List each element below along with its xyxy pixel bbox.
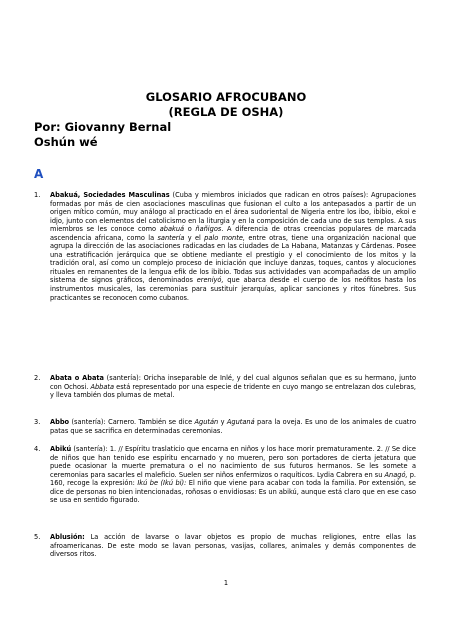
- entry-term: Ablusión:: [50, 533, 85, 541]
- entry-body: o: [184, 225, 196, 234]
- entry-italic: Agután: [194, 418, 219, 426]
- document-subtitle: (REGLA DE OSHA): [168, 105, 284, 119]
- entry-text: [50, 418, 416, 435]
- document-title: GLOSARIO AFROCUBANO: [145, 90, 307, 104]
- entry-number: 1.: [34, 191, 41, 199]
- entry-body: (Cuba y miembros iniciados que radican en otros países): Agrupaciones formadas por más de cien asociaciones masculinas que fusionan el culto a los antepasados a partir de un origen mítico común, muy análogo al practicado en el área sudoriental de Nigeria entre los ibo, ibibio, ekoi e idjo, junto con elementos del catolicismo en la liturgia y en la composición de cada uno de sus templos. A sus miembros se les conoce como: [50, 191, 417, 234]
- entry-body: El niño que viene para acabar con toda la familia. Por extensión, se dice de personas no bien intencionadas, roñosas o envidiosas: Es un abikú, aunque está claro que en ese caso se usa en sentido figurado.: [50, 479, 416, 505]
- entry-italic: Anagó,: [384, 470, 408, 479]
- section-letter-heading: A: [34, 167, 44, 181]
- entry-body: y el: [184, 233, 205, 242]
- entry-number: 3.: [34, 418, 41, 426]
- entry-body: que abarca desde el cuerpo de los neófitos hasta los instrumentos musicales, las ceremonias para sustituir jerarquías, aplicar sanciones y ritos fúnebres. Sus practicantes se reconocen como cubanos.: [50, 276, 416, 302]
- author-name: Por: Giovanny Bernal: [34, 120, 172, 134]
- entry-number: 4.: [34, 445, 41, 453]
- entry-italic: abakuá: [159, 225, 185, 234]
- glossary-entry: [34, 418, 416, 435]
- entry-text: [50, 191, 416, 302]
- entry-text: [50, 445, 416, 505]
- entry-italic: santería: [157, 233, 185, 242]
- page-number: 1: [223, 579, 229, 587]
- entry-body: entre otras, tiene una organización nacional que agrupa la dirección de las asociaciones radicadas en las ciudades de La Habana, Matanzas y Cárdenas. Posee una estratificación jerárquica que se obtiene mediante el prestigio y el conocimiento de los mitos y la tradición oral, así como un complejo proceso de iniciación que incluye danzas, toques, cantos y alocuciones rituales en remanentes de la lengua efik de los ibibio. Todas sus actividades van acompañadas de un amplio sistema de signos gráficos, denominados: [50, 233, 417, 285]
- entry-body: . A diferencia de otras creencias populares de marcada ascendencia africana, como la: [50, 225, 416, 242]
- entry-text: [50, 533, 416, 559]
- entry-italic: Agutaná: [226, 418, 255, 426]
- entry-text: [50, 374, 416, 400]
- entry-body: (santería): 1. // Espíritu traslaticio que encarna en niños y los hace morir prematuramente. 2. // Se dice de niños que han tenido ese espíritu encarnado y no mueren, pero son portadores de cierta jetatura que puede ocasionar la muerte prematura o el no nacimiento de sus futuros hermanos. Se les somete a ceremonias para sacarles el maleficio. Suelen ser niños enfermizos o raquíticos. Lydia Cabrera en su: [50, 445, 416, 479]
- entry-body: p. 160, recoge la expresión:: [50, 470, 416, 488]
- entry-term: Abata o Abata: [50, 374, 105, 382]
- glossary-entry: [34, 374, 416, 400]
- entry-number: 5.: [34, 533, 41, 541]
- entry-body: (santería): Oricha inseparable de Inlé, y del cual algunos señalan que es su hermano, junto con Ochosi.: [50, 374, 416, 391]
- glossary-entry: [34, 533, 416, 559]
- entry-italic: palo monte,: [204, 233, 245, 242]
- entry-italic: Abbata: [90, 382, 115, 391]
- glossary-entry: [34, 191, 416, 302]
- entry-body: para la oveja. Es uno de los animales de cuatro patas que se sacrifica en determinadas ceremonias.: [50, 418, 416, 435]
- entry-italic: ereniyó,: [196, 276, 224, 285]
- entry-term: Abbo: [50, 418, 70, 426]
- author-alias: Oshún wé: [34, 135, 98, 149]
- entry-body: La acción de lavarse o lavar objetos es propio de muchas religiones, entre ellas las afroamericanas. De este modo se lavan personas, vasijas, collares, animales y demás componentes de diversos ritos.: [50, 533, 416, 559]
- glossary-entry: [34, 445, 416, 505]
- entry-number: 2.: [34, 374, 41, 382]
- entry-body: está representado por una especie de tridente en cuyo mango se entrelazan dos culebras, y lleva también dos plumas de metal.: [50, 382, 416, 400]
- entry-term: Abikú: [50, 445, 72, 453]
- entry-body: y: [218, 418, 227, 426]
- entry-term: Abakuá, Sociedades Masculinas: [50, 191, 170, 199]
- entry-italic: Ikú be (Ikú bi):: [137, 479, 187, 488]
- entry-body: (santería): Carnero. También se dice: [69, 418, 195, 426]
- entry-italic: ñañigos: [195, 225, 222, 234]
